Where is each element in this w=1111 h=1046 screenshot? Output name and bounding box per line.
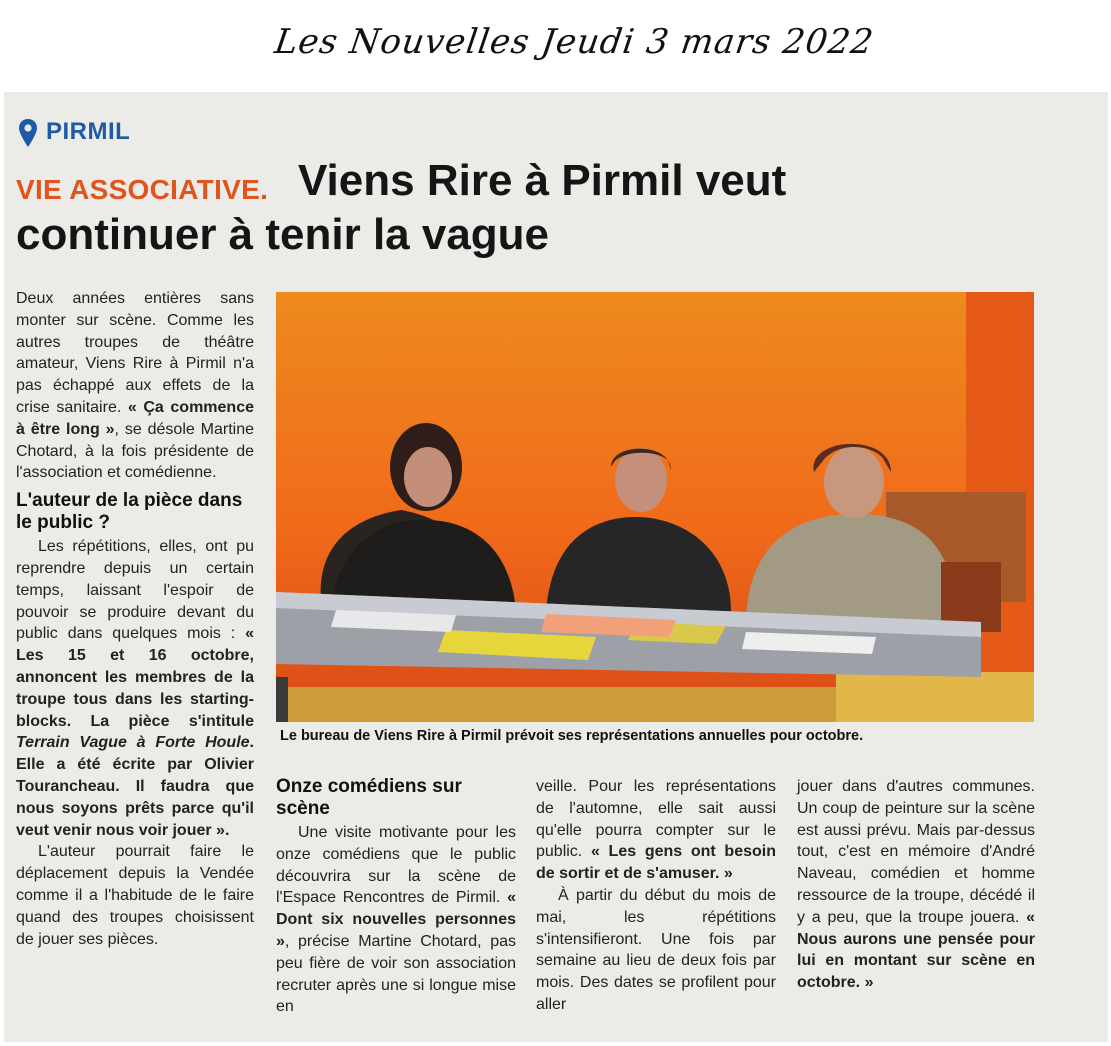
article-column-4 (797, 776, 1035, 994)
article-photo (276, 292, 1034, 722)
map-pin-icon (18, 118, 38, 148)
article-column-1 (16, 288, 254, 950)
handwritten-note-strip (0, 0, 1111, 92)
paragraph-actors: Une visite motivante pour les onze comédiens que le public découvrira sur la scène de l'Espace Rencontres de Pirmil. « Dont six nouvelles personnes », précise Martine Chotard, pas peu fière de voir son association recruter après une si longue mise en (276, 824, 516, 1016)
headline-line-1: Viens Rire à Pirmil veut (298, 156, 787, 205)
intro-paragraph: Deux années entières sans monter sur scène. Comme les autres troupes de théâtre amateur, Viens Rire à Pirmil n'a pas échappé aux effets de la crise sanitaire. « Ça commence à être long », se désole Martine Chotard, à la fois présidente de l'association et comédienne. (16, 290, 254, 482)
article-column-3 (536, 776, 776, 1016)
location-label: PIRMIL (46, 118, 131, 145)
article-column-2 (276, 776, 516, 1018)
subheading-author: L'auteur de la pièce dans le public ? (16, 490, 243, 534)
subheading-actors: Onze comédiens sur scène (276, 776, 462, 819)
photo-caption: Le bureau de Viens Rire à Pirmil prévoit ses représentations annuelles pour octobre. (280, 728, 864, 744)
headline-line-2: continuer à tenir la vague (16, 210, 550, 259)
handwritten-note: Les Nouvelles Jeudi 3 mars 2022 (272, 22, 877, 62)
photo-illustration (276, 292, 1034, 722)
paragraph-rehearsals: Les répétitions, elles, ont pu reprendre depuis un certain temps, laissant l'espoir de pouvoir se produire devant du public dans quelques mois : « Les 15 et 16 octobre, annoncent les membres de la troupe tous dans les starting-blocks. La pièce s'intitule Terrain Vague à Forte Houle. Elle a été écrite par Olivier Tourancheau. Il faudra que nous soyons prêts parce qu'il veut venir nous voir jouer ». (16, 538, 254, 839)
paragraph-autumn: veille. Pour les représentations de l'automne, elle sait aussi qu'elle pourra compter sur le public. « Les gens ont besoin de sortir et de s'amuser. » (536, 778, 776, 883)
paragraph-author-travel: L'auteur pourrait faire le déplacement depuis la Vendée comme il a l'habitude de le faire quand des troupes choisissent de jouer ses pièces. (16, 843, 254, 948)
section-kicker: VIE ASSOCIATIVE. (16, 174, 269, 205)
newspaper-clipping (4, 92, 1108, 1042)
headline (16, 154, 1076, 262)
paragraph-may-rehearsals: À partir du début du mois de mai, les répétitions s'intensifieront. Une fois par semaine au lieu de deux fois par mois. Des dates se profilent pour aller (536, 886, 776, 1013)
paragraph-memory: jouer dans d'autres communes. Un coup de peinture sur la scène est aussi prévu. Mais par-dessus tout, c'est en mémoire d'André Naveau, comédien et homme ressource de la troupe, décédé il y a peu, que la troupe jouera. « Nous aurons une pensée pour lui en montant sur scène en octobre. » (797, 778, 1035, 992)
